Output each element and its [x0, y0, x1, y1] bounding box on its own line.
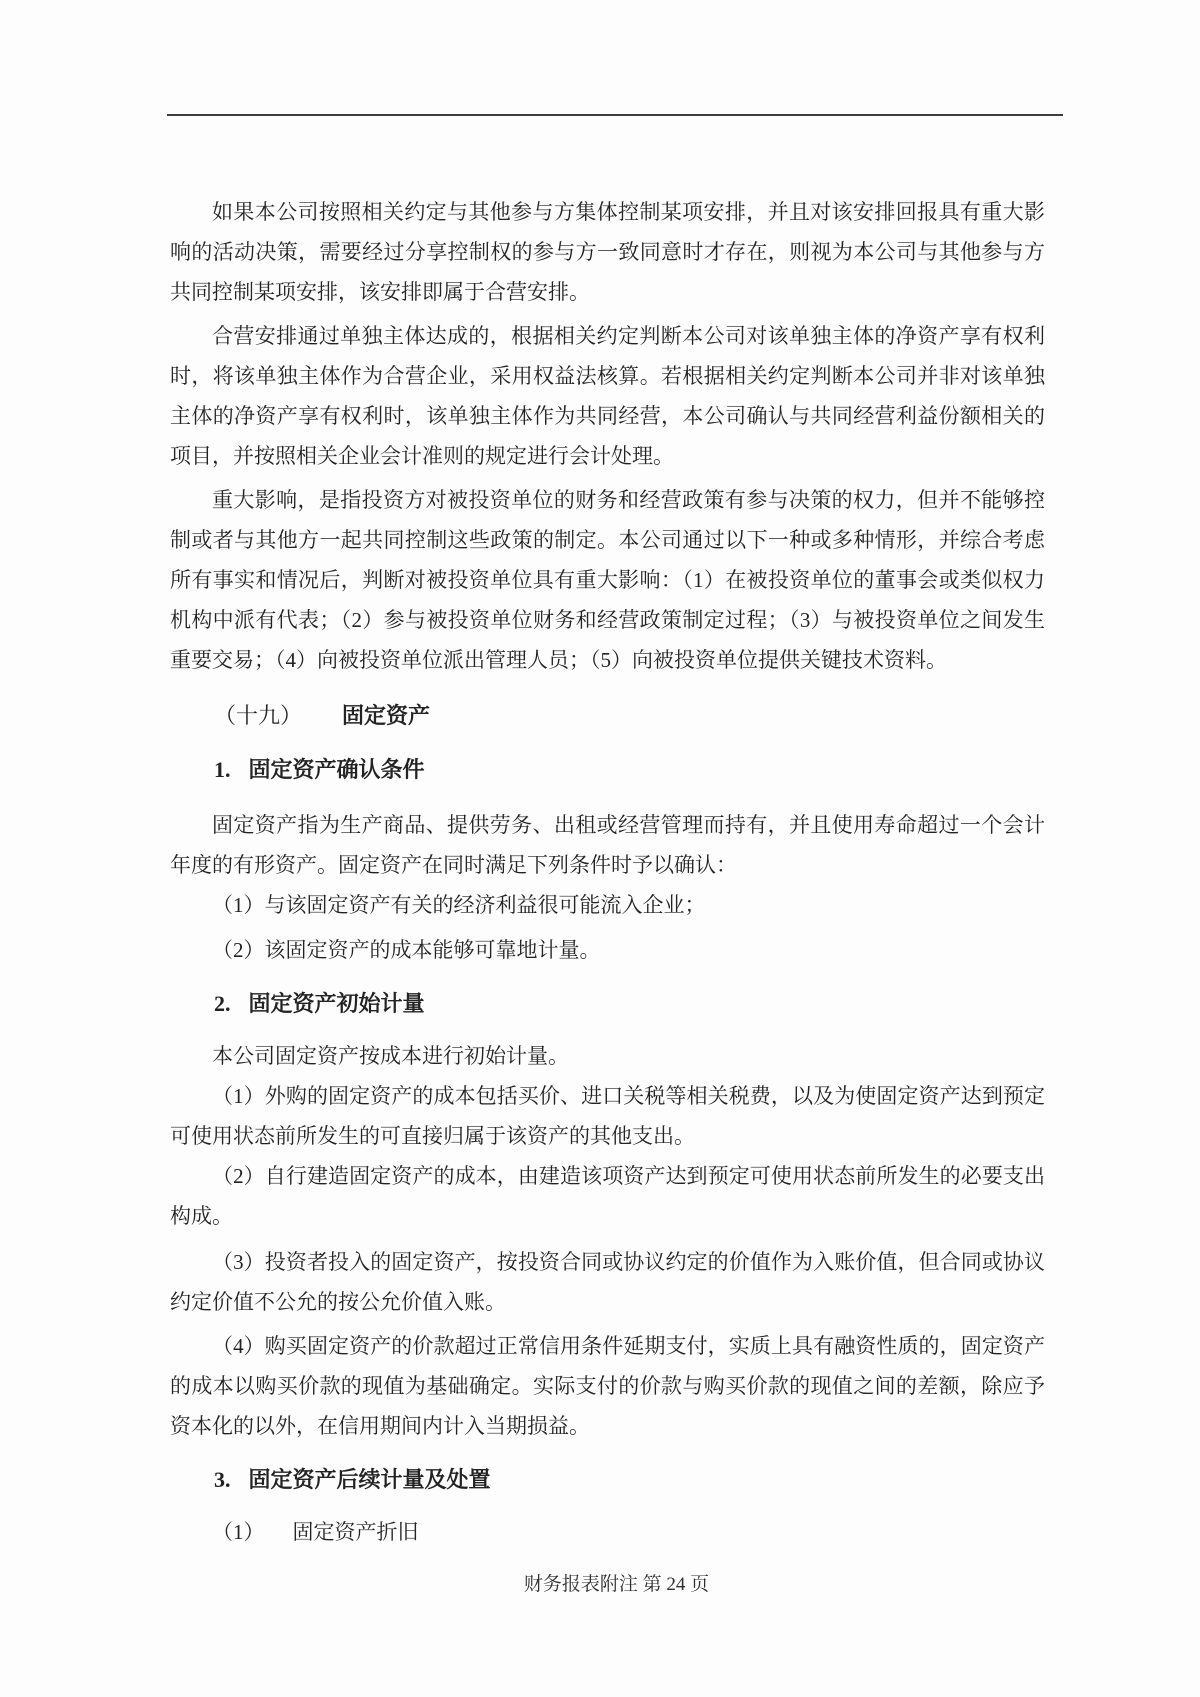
- paragraph-self-constructed-assets: （2）自行建造固定资产的成本，由建造该项资产达到预定可使用状态前所发生的必要支出构成。: [170, 1164, 1045, 1228]
- sub-heading-title: 固定资产后续计量及处置: [248, 1467, 491, 1492]
- sub-heading-number: 1.: [214, 757, 231, 782]
- paragraph-joint-arrangement: 合营安排通过单独主体达成的，根据相关约定判断本公司对该单独主体的净资产享有权利时，将该单独主体作为合营企业，采用权益法核算。若根据相关约定判断本公司并非对该单独主体的净资产享有权利时，该单独主体作为共同经营，本公司确认与共同经营利益份额相关的项目，并按照相关企业会计准则的规定进行会计处理。: [170, 324, 1045, 468]
- item-marker: （1）: [212, 1520, 265, 1544]
- document-body: [170, 192, 1045, 1552]
- paragraph-fixed-asset-definition: 固定资产指为生产商品、提供劳务、出租或经营管理而持有，并且使用寿命超过一个会计年度的有形资产。固定资产在同时满足下列条件时予以确认：: [170, 813, 1045, 877]
- sub-heading-number: 3.: [214, 1467, 231, 1492]
- list-item-recognition-2: （2）该固定资产的成本能够可靠地计量。: [212, 938, 601, 962]
- list-item-recognition-1: （1）与该固定资产有关的经济利益很可能流入企业；: [212, 893, 706, 917]
- paragraph-deferred-payment: （4）购买固定资产的价款超过正常信用条件延期支付，实质上具有融资性质的，固定资产的成本以购买价款的现值为基础确定。实际支付的价款与购买价款的现值之间的差额，除应予资本化的以外，在信用期间内计入当期损益。: [170, 1334, 1045, 1438]
- paragraph-purchased-assets: （1）外购的固定资产的成本包括买价、进口关税等相关税费，以及为使固定资产达到预定可使用状态前所发生的可直接归属于该资产的其他支出。: [170, 1084, 1045, 1148]
- sub-heading-title: 固定资产初始计量: [248, 991, 425, 1016]
- item-depreciation: [170, 1512, 1045, 1552]
- paragraph-cost-measurement: 本公司固定资产按成本进行初始计量。: [212, 1044, 569, 1068]
- section-heading-fixed-assets: [170, 696, 1045, 736]
- sub-heading-title: 固定资产确认条件: [248, 757, 425, 782]
- sub-heading-recognition: [170, 750, 1045, 790]
- section-number: （十九）: [214, 703, 303, 728]
- paragraph-investor-contributed-assets: （3）投资者投入的固定资产，按投资合同或协议约定的价值作为入账价值，但合同或协议约定价值不公允的按公允价值入账。: [170, 1250, 1045, 1314]
- paragraph-significant-influence: 重大影响，是指投资方对被投资单位的财务和经营政策有参与决策的权力，但并不能够控制或者与其他方一起共同控制这些政策的制定。本公司通过以下一种或多种情形，并综合考虑所有事实和情况后，判断对被投资单位具有重大影响：（1）在被投资单位的董事会或类似权力机构中派有代表；（2）参与被投资单位财务和经营政策制定过程；（3）与被投资单位之间发生重要交易；（4）向被投资单位派出管理人员；（5）向被投资单位提供关键技术资料。: [170, 488, 1045, 672]
- page-footer: 财务报表附注 第 24 页: [523, 1574, 710, 1595]
- section-title: 固定资产: [342, 703, 431, 728]
- item-text: 固定资产折旧: [292, 1520, 419, 1544]
- paragraph-joint-control: 如果本公司按照相关约定与其他参与方集体控制某项安排，并且对该安排回报具有重大影响的活动决策，需要经过分享控制权的参与方一致同意时才存在，则视为本公司与其他参与方共同控制某项安排，该安排即属于合营安排。: [170, 200, 1045, 304]
- sub-heading-subsequent-measurement: [170, 1460, 1045, 1500]
- sub-heading-number: 2.: [214, 991, 231, 1016]
- sub-heading-initial-measurement: [170, 984, 1045, 1024]
- header-rule: [167, 114, 1063, 116]
